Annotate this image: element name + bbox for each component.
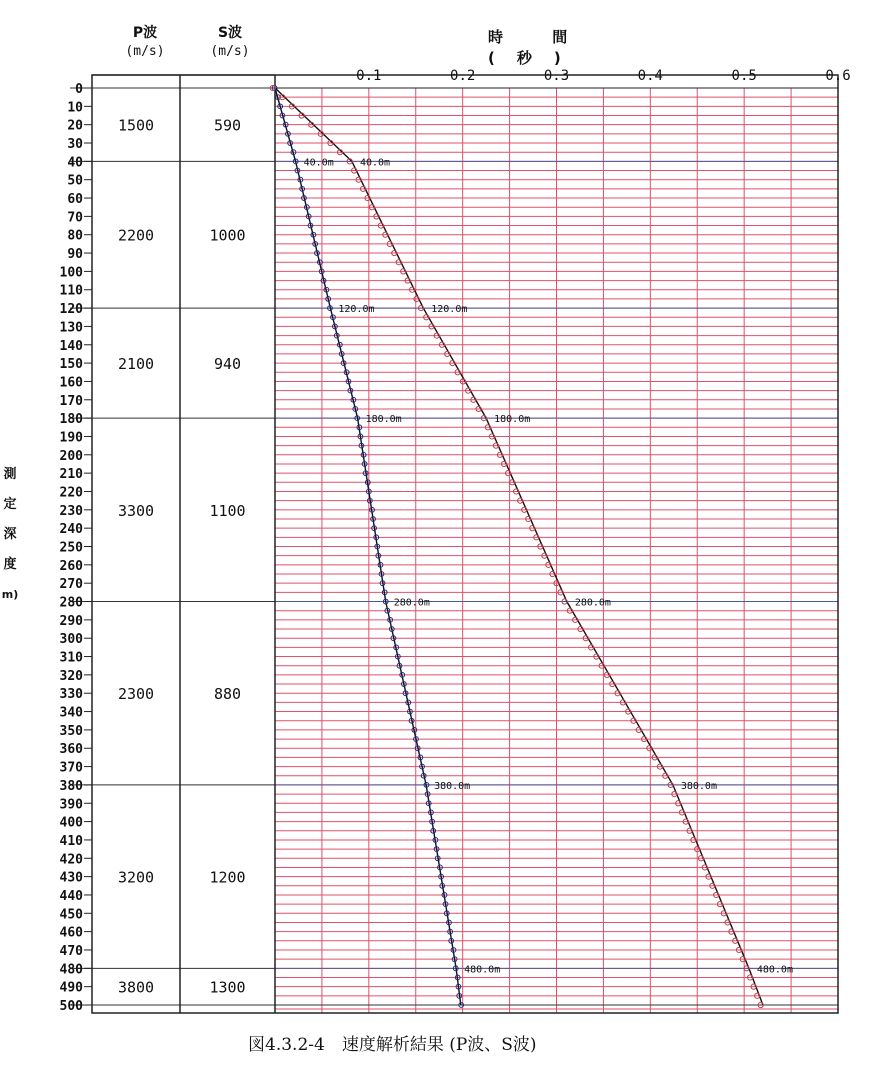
- depth-tick-label: 110: [59, 283, 83, 299]
- time-tick-label: 0.6: [825, 68, 851, 84]
- layer-p-velocity: 1500: [117, 116, 155, 135]
- chart-frame: [92, 75, 838, 1013]
- depth-tick-label: 130: [59, 320, 83, 336]
- s-breakpoint-label: 480.0m: [756, 964, 793, 976]
- layer-s-velocity: 880: [213, 685, 242, 704]
- layer-s-velocity: 1200: [209, 868, 246, 887]
- depth-tick-label: 450: [59, 907, 83, 923]
- depth-tick-label: 270: [59, 577, 83, 593]
- s-breakpoint-label: 40.0m: [359, 157, 391, 169]
- depth-tick-label: 350: [59, 723, 83, 739]
- depth-tick-label: 300: [59, 632, 83, 648]
- layer-s-velocity: 940: [213, 355, 242, 374]
- depth-tick-label: 400: [59, 815, 83, 831]
- depth-tick-label: 0: [75, 82, 83, 97]
- depth-tick-label: 160: [59, 375, 83, 391]
- depth-tick-label: 280: [59, 595, 83, 611]
- depth-tick-label: 30: [67, 137, 83, 153]
- time-axis-title: 時 間 (秒): [488, 28, 590, 67]
- depth-tick-label: 250: [59, 540, 83, 556]
- depth-tick-label: 100: [59, 265, 83, 281]
- layer-p-velocity: 2100: [117, 355, 155, 374]
- depth-tick-label: 460: [59, 925, 83, 941]
- time-tick-label: 0.2: [450, 68, 476, 84]
- depth-tick-label: 150: [59, 357, 83, 373]
- time-tick-label: 0.3: [543, 68, 570, 84]
- depth-tick-label: 370: [59, 760, 83, 776]
- s-breakpoint-label: 280.0m: [574, 597, 611, 609]
- layer-p-velocity: 2300: [117, 685, 155, 704]
- depth-tick-label: 80: [67, 228, 83, 244]
- depth-tick-label: 190: [59, 430, 83, 446]
- depth-tick-label: 480: [59, 962, 83, 978]
- figure-caption: 図4.3.2-4 速度解析結果 (P波、S波): [248, 1035, 537, 1055]
- s-wave-unit: (m/s): [210, 44, 250, 59]
- depth-tick-label: 490: [59, 980, 83, 996]
- s-breakpoint-label: 380.0m: [680, 780, 717, 792]
- depth-tick-label: 310: [59, 650, 83, 666]
- depth-tick-label: 90: [67, 247, 83, 263]
- depth-tick-label: 290: [59, 613, 83, 629]
- p-breakpoint-label: 40.0m: [303, 157, 334, 169]
- depth-tick-label: 240: [59, 522, 83, 538]
- depth-tick-label: 440: [59, 888, 83, 904]
- depth-tick-label: 140: [59, 338, 83, 354]
- depth-axis-label-char: m): [1, 588, 19, 601]
- depth-tick-label: 410: [59, 833, 83, 849]
- depth-tick-label: 420: [59, 852, 83, 868]
- depth-tick-label: 380: [59, 778, 83, 794]
- p-breakpoint-label: 480.0m: [464, 964, 501, 976]
- depth-tick-label: 170: [59, 393, 83, 409]
- layer-p-velocity: 3300: [117, 501, 155, 520]
- p-breakpoint-label: 180.0m: [365, 414, 402, 426]
- depth-tick-label: 50: [67, 173, 83, 189]
- layer-p-velocity: 2200: [117, 226, 155, 245]
- depth-tick-label: 220: [59, 485, 83, 501]
- depth-tick-label: 210: [59, 467, 83, 483]
- depth-tick-label: 70: [67, 210, 83, 226]
- time-tick-label: 0.1: [356, 68, 382, 84]
- depth-tick-label: 390: [59, 797, 83, 813]
- s-breakpoint-label: 120.0m: [431, 304, 468, 316]
- depth-tick-label: 340: [59, 705, 83, 721]
- time-tick-label: 0.5: [731, 68, 757, 84]
- depth-axis-label-char: 定: [3, 497, 17, 512]
- depth-axis-label-char: 深: [3, 527, 17, 542]
- depth-tick-label: 120: [59, 302, 83, 318]
- depth-tick-label: 360: [59, 742, 83, 758]
- p-breakpoint-label: 380.0m: [434, 780, 471, 792]
- depth-tick-label: 230: [59, 503, 83, 519]
- layer-p-velocity: 3200: [117, 868, 155, 887]
- depth-tick-label: 40: [67, 155, 83, 171]
- layer-s-velocity: 590: [213, 116, 242, 135]
- depth-axis-label-char: 測: [3, 467, 17, 482]
- depth-tick-label: 60: [67, 192, 83, 208]
- depth-tick-label: 470: [59, 943, 83, 959]
- layer-p-velocity: 3800: [117, 978, 155, 997]
- depth-tick-label: 320: [59, 668, 83, 684]
- p-breakpoint-label: 120.0m: [338, 304, 375, 316]
- depth-tick-label: 20: [67, 118, 83, 134]
- depth-tick-label: 200: [59, 448, 83, 464]
- time-tick-label: 0.4: [637, 68, 663, 84]
- p-wave-header: P波: [132, 25, 158, 41]
- s-breakpoint-label: 180.0m: [494, 414, 531, 426]
- p-wave-unit: (m/s): [125, 44, 165, 59]
- depth-tick-label: 330: [59, 687, 83, 703]
- layer-s-velocity: 1000: [209, 226, 246, 245]
- depth-tick-label: 500: [59, 999, 83, 1014]
- depth-tick-label: 180: [59, 412, 83, 428]
- layer-s-velocity: 1300: [209, 978, 246, 997]
- s-wave-header: S波: [217, 25, 243, 41]
- depth-tick-label: 10: [67, 100, 83, 116]
- depth-tick-label: 260: [59, 558, 83, 574]
- layer-s-velocity: 1100: [209, 501, 246, 520]
- p-breakpoint-label: 280.0m: [393, 597, 430, 609]
- depth-axis-label-char: 度: [3, 557, 17, 572]
- depth-tick-label: 430: [59, 870, 83, 886]
